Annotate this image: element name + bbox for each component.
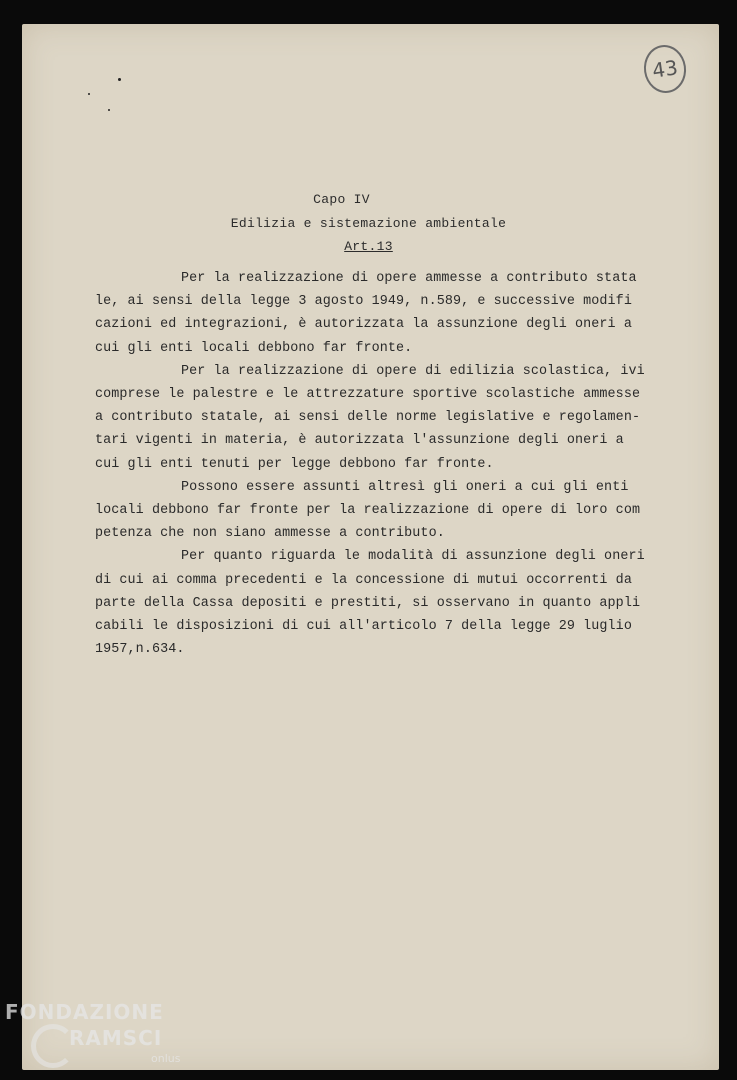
text-line: cabili le disposizioni di cui all'articolo 7 della legge 29 luglio	[95, 619, 632, 635]
text-line: petenza che non siano ammesse a contributo.	[95, 526, 445, 542]
watermark-line2: RAMSCI	[69, 1026, 163, 1050]
ink-speck	[118, 78, 121, 81]
ink-speck	[88, 93, 90, 95]
text-line: comprese le palestre e le attrezzature sportive scolastiche ammesse	[95, 387, 641, 403]
article-heading	[20, 239, 717, 254]
text-line: 1957,n.634.	[95, 642, 185, 658]
article-label: Art.13	[344, 239, 393, 254]
text-line: di cui ai comma precedenti e la concessione di mutui occorrenti da	[95, 572, 632, 588]
text-line: cazioni ed integrazioni, è autorizzata la assunzione degli oneri a	[95, 317, 632, 333]
text-line: Per la realizzazione di opere ammesse a contributo stata	[181, 271, 637, 286]
chapter-heading: Capo IV	[313, 192, 370, 207]
watermark-line3: onlus	[151, 1052, 181, 1065]
text-line: Per quanto riguarda le modalità di assunzione degli oneri	[181, 549, 645, 565]
text-line: Per la realizzazione di opere di edilizia scolastica, ivi	[181, 363, 645, 379]
text-line: tari vigenti in materia, è autorizzata l'assunzione degli oneri a	[95, 433, 624, 449]
article-body	[95, 267, 655, 661]
watermark-line1: FONDAZIONE	[5, 1000, 164, 1024]
text-line: cui gli enti locali debbono far fronte.	[95, 340, 413, 356]
text-line: cui gli enti tenuti per legge debbono far fronte.	[95, 456, 494, 472]
text-line: parte della Cassa depositi e prestiti, si osservano in quanto appli	[95, 595, 641, 611]
page-number: 43	[641, 42, 689, 95]
text-line: Possono essere assunti altresì gli oneri a cui gli enti	[181, 479, 629, 495]
text-line: locali debbono far fronte per la realizzazione di opere di loro com	[95, 503, 641, 519]
fondazione-gramsci-watermark	[5, 1000, 185, 1072]
document-page	[22, 24, 719, 1070]
ink-speck	[108, 109, 110, 111]
text-line: a contributo statale, ai sensi delle norme legislative e regolamen-	[95, 410, 641, 426]
chapter-subtitle: Edilizia e sistemazione ambientale	[230, 216, 507, 231]
text-line: le, ai sensi della legge 3 agosto 1949, n.589, e successive modifi	[95, 294, 632, 310]
